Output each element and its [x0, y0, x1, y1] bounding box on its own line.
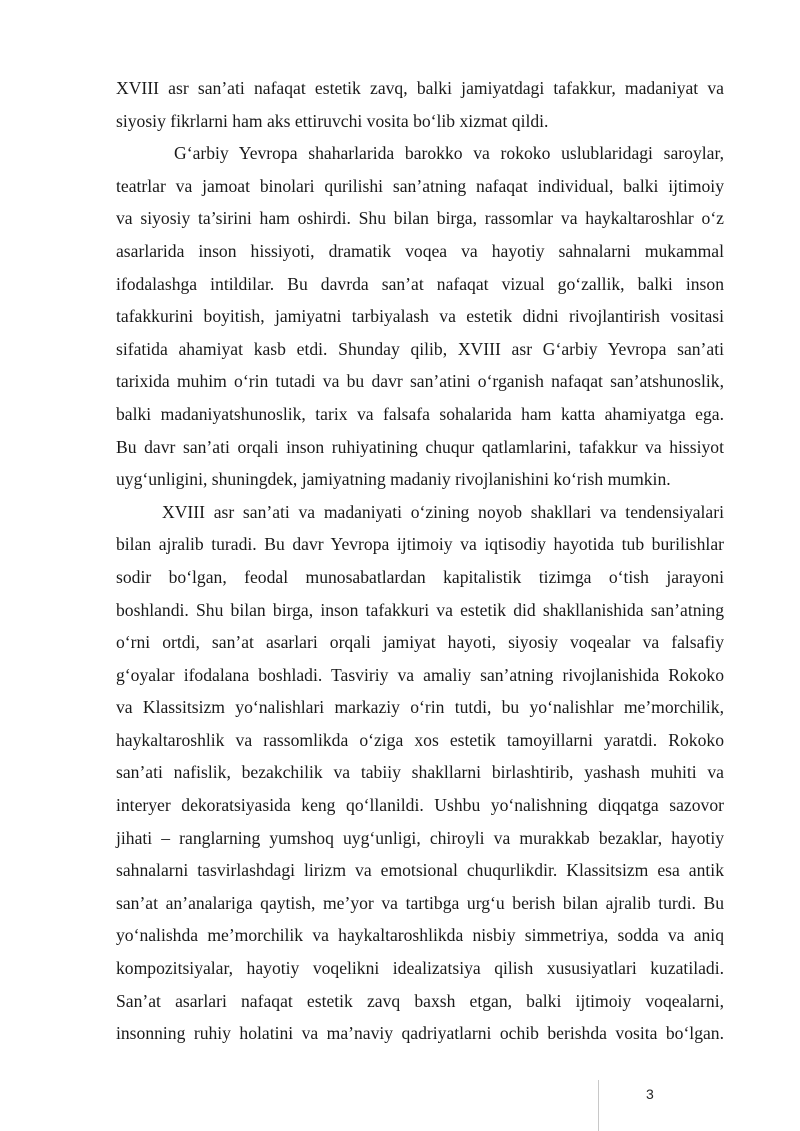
paragraph-line: boshlandi. Shu bilan birga, inson tafakkuri va estetik did shakllanishida san’atning	[116, 599, 724, 620]
paragraph-line: g‘oyalar ifodalana boshladi. Tasviriy va amaliy san’atning rivojlanishida Rokoko	[116, 664, 724, 685]
paragraph-1	[116, 72, 724, 137]
paragraph-line: va Klassitsizm yo‘nalishlari markaziy o‘rin tutdi, bu yo‘nalishlar me’morchilik,	[116, 697, 724, 718]
paragraph-line: San’at asarlari nafaqat estetik zavq baxsh etgan, balki ijtimoiy voqealarni,	[116, 990, 724, 1011]
paragraph-line: insonning ruhiy holatini va ma’naviy qadriyatlarni ochib berishda vosita bo‘lgan.	[116, 1023, 724, 1044]
paragraph-line: kompozitsiyalar, hayotiy voqelikni idealizatsiya qilish xususiyatlari kuzatiladi.	[116, 958, 724, 979]
paragraph-line: san’ati nafislik, bezakchilik va tabiiy shakllarni birlashtirib, yashash muhiti va	[116, 762, 724, 783]
paragraph-line: interyer dekoratsiyasida keng qo‘llanildi. Ushbu yo‘nalishning diqqatga sazovor	[116, 795, 724, 816]
paragraph-2	[116, 137, 724, 496]
paragraph-line: ifodalashga intildilar. Bu davrda san’at nafaqat vizual go‘zallik, balki inson	[116, 273, 724, 294]
paragraph-line: siyosiy fikrlarni ham aks ettiruvchi vosita bo‘lib xizmat qildi.	[116, 110, 549, 131]
paragraph-line: haykaltaroshlik va rassomlikda o‘ziga xos estetik tamoyillarni yaratdi. Rokoko	[116, 729, 724, 750]
paragraph-line: tarixida muhim o‘rin tutadi va bu davr san’atini o‘rganish nafaqat san’atshunoslik,	[116, 371, 724, 392]
paragraph-first-line: G‘arbiy Yevropa shaharlarida barokko va rokoko uslublaridagi saroylar,	[174, 143, 724, 164]
page-number: 3	[646, 1086, 654, 1102]
paragraph-3	[116, 496, 724, 1050]
page-footer	[598, 1080, 668, 1131]
paragraph-line: balki madaniyatshunoslik, tarix va falsafa sohalarida ham katta ahamiyatga ega.	[116, 403, 724, 424]
document-body	[116, 72, 724, 1050]
paragraph-line: bilan ajralib turadi. Bu davr Yevropa ijtimoiy va iqtisodiy hayotida tub burilishlar	[116, 534, 724, 555]
footer-divider	[598, 1080, 599, 1131]
paragraph-line: o‘rni ortdi, san’at asarlari orqali jamiyat hayoti, siyosiy voqealar va falsafiy	[116, 632, 724, 653]
paragraph-line: teatrlar va jamoat binolari qurilishi san’atning nafaqat individual, balki ijtimoiy	[116, 175, 724, 196]
paragraph-line: asarlarida inson hissiyoti, dramatik voqea va hayotiy sahnalarni mukammal	[116, 240, 724, 261]
paragraph-line: yo‘nalishda me’morchilik va haykaltaroshlikda nisbiy simmetriya, sodda va aniq	[116, 925, 724, 946]
paragraph-line: jihati – ranglarning yumshoq uyg‘unligi, chiroyli va murakkab bezaklar, hayotiy	[116, 827, 724, 848]
paragraph-line: sifatida ahamiyat kasb etdi. Shunday qilib, XVIII asr G‘arbiy Yevropa san’ati	[116, 338, 724, 359]
paragraph-line: va siyosiy ta’sirini ham oshirdi. Shu bilan birga, rassomlar va haykaltaroshlar o‘z	[116, 208, 724, 229]
paragraph-line: XVIII asr san’ati nafaqat estetik zavq, balki jamiyatdagi tafakkur, madaniyat va	[116, 78, 724, 98]
paragraph-line: uyg‘unligini, shuningdek, jamiyatning madaniy rivojlanishini ko‘rish mumkin.	[116, 469, 671, 490]
paragraph-line: sahnalarni tasvirlashdagi lirizm va emotsional chuqurlikdir. Klassitsizm esa antik	[116, 860, 724, 881]
paragraph-line: Bu davr san’ati orqali inson ruhiyatining chuqur qatlamlarini, tafakkur va hissiyot	[116, 436, 724, 457]
paragraph-line: sodir bo‘lgan, feodal munosabatlardan kapitalistik tizimga o‘tish jarayoni	[116, 566, 724, 587]
paragraph-line: tafakkurini boyitish, jamiyatni tarbiyalash va estetik didni rivojlantirish vositasi	[116, 306, 724, 327]
paragraph-first-line: XVIII asr san’ati va madaniyati o‘zining noyob shakllari va tendensiyalari	[162, 501, 724, 522]
paragraph-line: san’at an’analariga qaytish, me’yor va tartibga urg‘u berish bilan ajralib turdi. Bu	[116, 892, 724, 913]
